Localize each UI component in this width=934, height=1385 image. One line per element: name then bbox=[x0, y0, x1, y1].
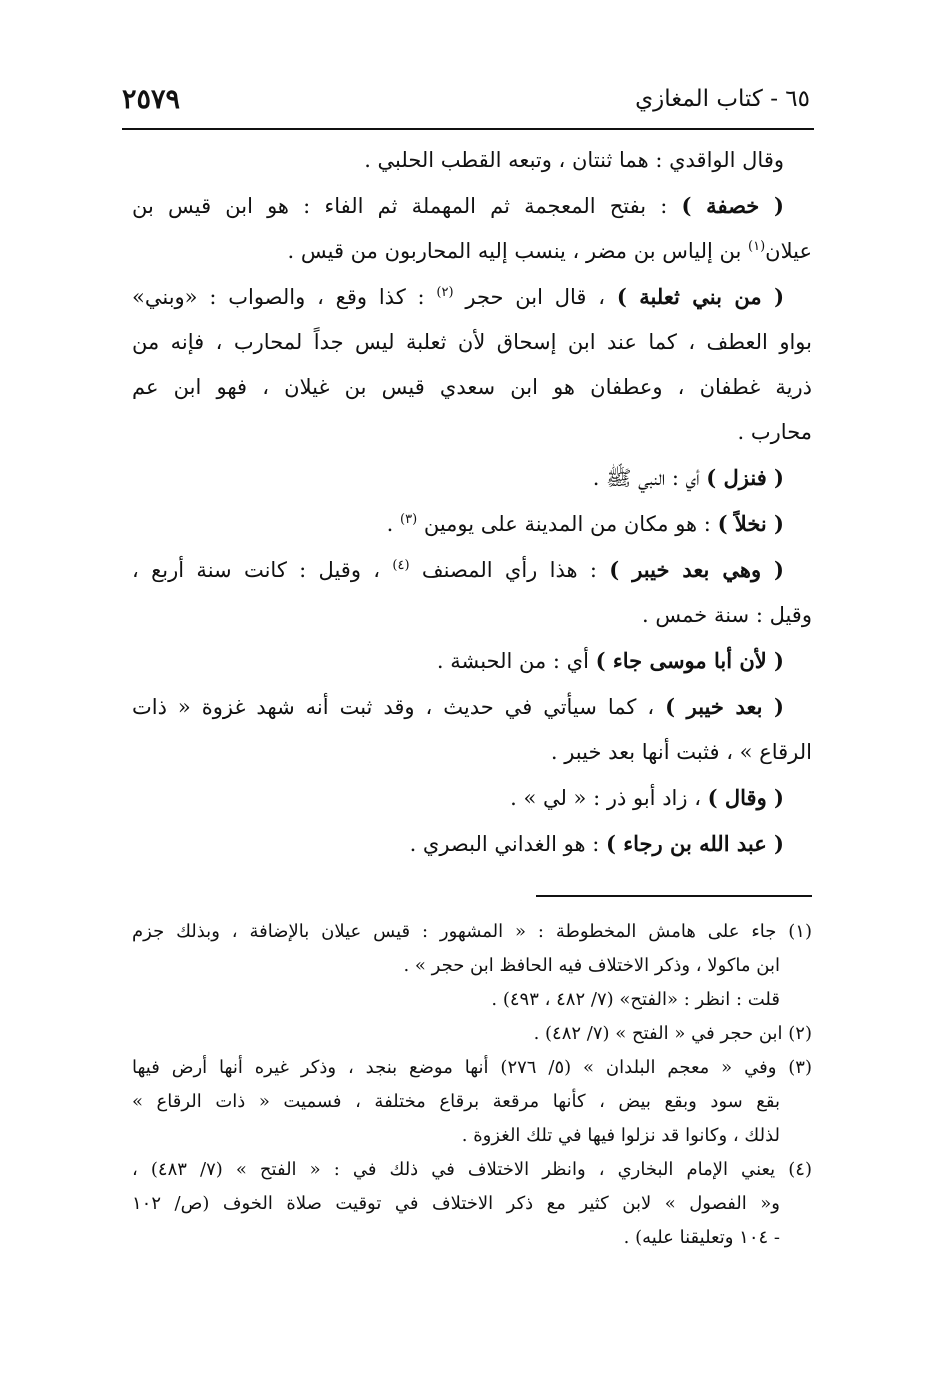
footnote-ref-3[interactable]: (٣) bbox=[400, 512, 418, 527]
footnote-ref-4[interactable]: (٤) bbox=[392, 558, 410, 573]
chapter-title: ٦٥ - كتاب المغازي bbox=[635, 86, 810, 112]
paragraph-fanazala bbox=[132, 455, 812, 501]
text-line bbox=[132, 775, 812, 821]
paragraph-nakhl bbox=[132, 501, 812, 547]
text-line: ذرية غطفان ، وعطفان هو ابن سعدي قيس بن غيلان ، فهو ابن عم bbox=[132, 375, 812, 399]
term-nakhl: ( نخلاً ) bbox=[717, 511, 784, 536]
footnote-line: و« الفصول » لابن كثير مع ذكر الاختلاف في توقيت صلاة الخوف (ص/ ١٠٢ bbox=[132, 1193, 780, 1214]
text-line bbox=[132, 274, 812, 320]
main-text bbox=[132, 138, 812, 867]
text-span: أي : النبي ﷺ . bbox=[592, 466, 707, 490]
text-line bbox=[132, 183, 812, 229]
paragraph-bani-thalaba bbox=[132, 274, 812, 455]
text-span: : هو مكان من المدينة على يومين bbox=[417, 512, 718, 536]
text-line: الرقاع » ، فثبت أنها بعد خيبر . bbox=[550, 740, 812, 764]
text-line: وقيل : سنة خمس . bbox=[642, 603, 812, 627]
text-span: ، وقيل : كانت سنة أربع ، bbox=[132, 558, 393, 582]
text-line: بواو العطف ، كما عند ابن إسحاق لأن ثعلبة ليس جداً لمحارب ، فإنه من bbox=[132, 330, 812, 354]
term-abdullah-bin-raja: ( عبد الله بن رجاء ) bbox=[606, 831, 784, 856]
footnote-line: ابن ماكولا ، وذكر الاختلاف فيه الحافظ ابن حجر » . bbox=[403, 955, 780, 976]
text-line bbox=[132, 821, 812, 867]
page-number: ٢٥٧٩ bbox=[122, 84, 181, 115]
footnote-line: (١) جاء على هامش المخطوطة : « المشهور : قيس عيلان بالإضافة ، وبذلك جزم bbox=[132, 921, 812, 942]
term-after-khaybar: ( وهي بعد خيبر ) bbox=[609, 557, 784, 582]
text-span: : كذا وقع ، والصواب : «وبني» bbox=[132, 285, 437, 309]
text-span: بن إلياس بن مضر ، ينسب إليه المحاربون من قيس . bbox=[287, 239, 749, 263]
text-line bbox=[132, 638, 812, 684]
text-span: : هذا رأي المصنف bbox=[409, 558, 610, 582]
footnote-line: قلت : انظر : «الفتح» (٧/ ٤٨٢ ، ٤٩٣) . bbox=[491, 989, 780, 1010]
footnote-line: لذلك ، وكانوا قد نزلوا فيها في تلك الغزوة . bbox=[461, 1125, 780, 1146]
footnote-ref-2[interactable]: (٢) bbox=[436, 285, 454, 300]
footnote-3 bbox=[132, 1051, 812, 1153]
footnote-line: بقع سود وبقع بيض ، كأنها مرقعة برقاع مختلفة ، فسميت « ذات الرقاع » bbox=[132, 1091, 780, 1112]
term-bad-khaybar: ( بعد خيبر ) bbox=[665, 694, 784, 719]
text-line: محارب . bbox=[737, 420, 812, 444]
term-abu-musa: ( لأن أبا موسى جاء ) bbox=[595, 648, 784, 673]
text-span: : بفتح المعجمة ثم المهملة ثم الفاء : هو ابن قيس بن bbox=[132, 194, 682, 218]
term-waqala: ( وقال ) bbox=[707, 785, 784, 810]
text-line bbox=[132, 455, 812, 501]
footnote-separator bbox=[536, 895, 812, 897]
text-span: أي : من الحبشة . bbox=[436, 649, 596, 673]
footnote-line: (٣) وفي « معجم البلدان » (٥/ ٢٧٦) أنها موضع بنجد ، وذكر غيره أنها أرض فيها bbox=[132, 1057, 812, 1078]
footnote-line: - ١٠٤ وتعليقنا عليه) . bbox=[623, 1227, 780, 1248]
text-line bbox=[132, 547, 812, 593]
text-line bbox=[132, 501, 812, 547]
paragraph-abu-musa bbox=[132, 638, 812, 684]
term-khasafa: ( خصفة ) bbox=[681, 193, 784, 218]
text-span: : هو الغداني البصري . bbox=[409, 832, 606, 856]
term-fanazala: ( فنزل ) bbox=[706, 465, 784, 490]
page-header bbox=[122, 82, 814, 130]
text-span: ، قال ابن حجر bbox=[453, 285, 617, 309]
term-bani-thalaba: ( من بني ثعلبة ) bbox=[616, 284, 785, 309]
footnote-line: (٢) ابن حجر في « الفتح » (٧/ ٤٨٢) . bbox=[533, 1023, 812, 1044]
footnote-1 bbox=[132, 915, 812, 1017]
text-span: ، كما سيأتي في حديث ، وقد ثبت أنه شهد غزوة « ذات bbox=[132, 695, 666, 719]
text-span: عيلان bbox=[765, 239, 812, 263]
paragraph-waqala bbox=[132, 775, 812, 821]
text-span: . bbox=[386, 512, 401, 536]
paragraph-khasafa bbox=[132, 183, 812, 274]
text-line bbox=[132, 229, 812, 274]
text-span: ، زاد أبو ذر : « لي » . bbox=[510, 786, 708, 810]
footnote-4 bbox=[132, 1153, 812, 1255]
footnotes bbox=[132, 915, 812, 1255]
footnote-line: (٤) يعني الإمام البخاري ، وانظر الاختلاف في ذلك في : « الفتح » (٧/ ٤٨٣) ، bbox=[132, 1159, 812, 1180]
paragraph-bad-khaybar bbox=[132, 684, 812, 775]
paragraph-abdullah-bin-raja bbox=[132, 821, 812, 867]
text-line bbox=[132, 684, 812, 730]
text-line: وقال الواقدي : هما ثنتان ، وتبعه القطب الحلبي . bbox=[364, 148, 784, 172]
footnote-ref-1[interactable]: (١) bbox=[748, 239, 766, 254]
paragraph-after-khaybar bbox=[132, 547, 812, 638]
footnote-2 bbox=[132, 1017, 812, 1051]
paragraph-waqidi bbox=[132, 138, 812, 183]
